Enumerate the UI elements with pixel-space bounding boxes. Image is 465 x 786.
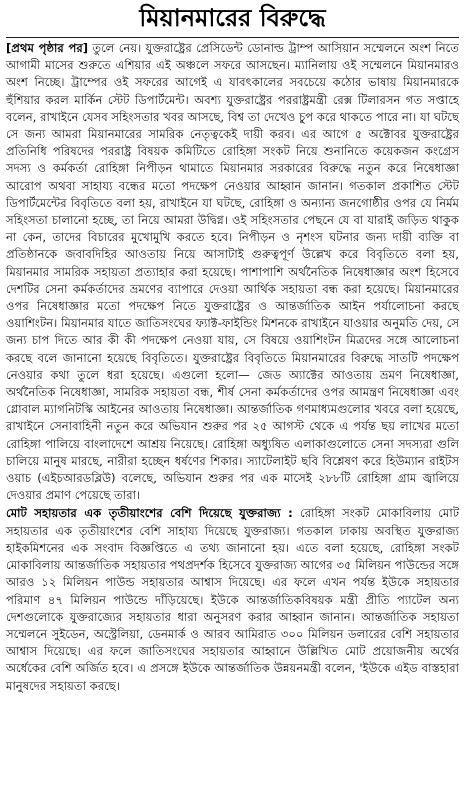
section-subheading: মোট সহায়তার এক তৃতীয়াংশের বেশি দিয়েছে যুক্তরাজ্য : bbox=[6, 506, 293, 521]
article-paragraph-1 bbox=[6, 40, 459, 504]
paragraph-1-text: তুলে নেয়। যুক্তরাষ্ট্রের প্রেসিডেন্ট ডোনাল্ড ট্রাম্প আসিয়ান সম্মেলনে অংশ নিতে আগামী মাসের শুরুতে এশিয়ার এই অঞ্চলে সফরে আসছেন। ম্যানিলায় ওই সম্মেলনে মিয়ানমারও অংশ নিচ্ছে। ট্রাম্পের ওই সফরের আগেই এ যাবৎকালের সবচেয়ে কঠোর ভাষায় মিয়ানমারকে হুঁশিয়ার করল মার্কিন স্টেট ডিপার্টমেন্ট। অবশ্য যুক্তরাষ্ট্রের পররাষ্ট্রমন্ত্রী রেক্স টিলারসন গত সপ্তাহে বলেন, রাখাইনে যেসব সহিংসতার খবর আসছে, বিশ্ব তা দেখেও চুপ করে থাকতে পারে না। যা ঘটছে সে জন্য আমরা মিয়ানমারের সামরিক নেতৃত্বকেই দায়ী করব। এর আগে ৫ অক্টোবর যুক্তরাষ্ট্রের প্রতিনিধি পরিষদের পররাষ্ট্র বিষয়ক কমিটিতে রোহিঙ্গা সংকট নিয়ে শুনানিতে কয়েকজন কংগ্রেস সদস্য ও কর্মকর্তা রোহিঙ্গা নিপীড়ন থামাতে মিয়ানমার সরকারের বিরুদ্ধে নতুন করে নিষেধাজ্ঞা আরোপ অথবা সাহায্য বন্ধের মতো পদক্ষেপ নেওয়ার আহ্বান জানান। গতকাল প্রকাশিত স্টেট ডিপার্টমেন্টের বিবৃতিতে বলা হয়, রাখাইনে যা ঘটছে, রোহিঙ্গা ও অন্যান্য জনগোষ্ঠীর ওপর যে নির্মম সহিংসতা চালানো হচ্ছে, তা নিয়ে আমরা উদ্বিগ্ন। ওই সহিংসতার পেছনে যে বা যারাই জড়িত থাকুক না কেন, তাদের বিচারের মুখোমুখি করতে হবে। নিপীড়ন ও নৃশংস ঘটনার জন্য দায়ী ব্যক্তি বা প্রতিষ্ঠানকে জবাবদিহির আওতায় নিয়ে আসাটাই গুরুত্বপূর্ণ উল্লেখ করে বিবৃতিতে বলা হয়, মিয়ানমার সামরিক সহায়তা প্রত্যাহার করা হয়েছে। পাশাপাশি অর্থনৈতিক নিষেধাজ্ঞার অংশ হিসেবে দেশটির সেনা কর্মকর্তাদের ভ্রমণের ব্যাপারে দেওয়া আর্থিক সহায়তা বন্ধ করা হয়েছে। মিয়ানমারের ওপর নিষেধাজ্ঞার মতো পদক্ষেপ নিতে যুক্তরাষ্ট্রের ও আন্তর্জাতিক আইন পর্যালোচনা করছে ওয়াশিংটন। মিয়ানমার যাতে জাতিসংঘের ফ্যাক্ট-ফাইন্ডিং মিশনকে রাখাইনে যাওয়ার অনুমতি দেয়, সে জন্য চাপ দিতে আর কী কী পদক্ষেপ নেওয়া যায়, সে বিষয়ে ওয়াশিংটন মিত্রদের সঙ্গে আলোচনা করছে বলে জানানো হয়েছে বিবৃতিতে। যুক্তরাষ্ট্রের বিবৃতিতে মিয়ানমারের বিরুদ্ধে সাতটি পদক্ষেপ নেওয়ার কথা তুলে ধরা হয়েছে। এগুলো হলো— জেড অ্যাক্টের আওতায় ভ্রমণ নিষেধাজ্ঞা, অর্থনৈতিক নিষেধাজ্ঞা, সামরিক সহায়তা বন্ধ, শীর্ষ সেনা কর্মকর্তাদের ওপর আমন্ত্রণ নিষেধাজ্ঞা এবং গ্লোবাল ম্যাগনিটস্কি আইনের আওতায় নিষেধাজ্ঞা। আন্তর্জাতিক গণমাধ্যমগুলোর খবরে বলা হয়েছে, রাখাইনে সেনাবাহিনী নতুন করে অভিযান শুরুর পর ২৫ আগস্ট থেকে এ পর্যন্ত ছয় লাখের মতো রোহিঙ্গা পালিয়ে বাংলাদেশে আশ্রয় নিয়েছে। রোহিঙ্গা অধ্যুষিত এলাকাগুলোতে সেনা সদস্যরা গুলি চালিয়ে মানুষ মারছে, নারীরা হচ্ছেন ধর্ষণের শিকার। স্যাটেলাইট ছবি বিশ্লেষণ করে হিউম্যান রাইটস ওয়াচ (এইচআরডব্লিউ) বলেছে, অভিযান শুরুর পর এক মাসেই ২৮৮টি রোহিঙ্গা গ্রাম জ্বালিয়ে দেওয়ার প্রমাণ পেয়েছে তারা। bbox=[6, 41, 459, 503]
continued-from-front-page-label: [প্রথম পৃষ্ঠার পর] bbox=[6, 41, 89, 55]
headline-divider bbox=[6, 37, 459, 38]
paragraph-2-text: রোহিঙ্গা সংকট মোকাবিলায় মোট সহায়তার এক তৃতীয়াংশের বেশি সাহায্য দিয়েছে যুক্তরাজ্য। গতকাল ঢাকায় অবস্থিত যুক্তরাজ্য হাইকমিশনের এক সংবাদ বিজ্ঞপ্তিতে এ তথ্য জানানো হয়। এতে বলা হয়েছে, রোহিঙ্গা সংকট মোকাবিলায় আন্তর্জাতিক সহায়তার পথপ্রদর্শক হিসেবে যুক্তরাজ্য আগের ৩৫ মিলিয়ন পাউন্ডের সঙ্গে আরও ১২ মিলিয়ন পাউন্ড সহায়তার আশ্বাস দিয়েছে। এর ফলে এখন পর্যন্ত ইউকে সহায়তার পরিমাণ ৪৭ মিলিয়ন পাউন্ডে দাঁড়িয়েছে। ইউকে আন্তর্জাতিকবিষয়ক মন্ত্রী প্রীতি প্যাটেল অন্য দেশগুলোকে যুক্তরাজ্যের সহায়তার ধারা অনুসরণ করার আহ্বান জানান। আন্তর্জাতিক সহায়তা সম্মেলনে সুইডেন, অস্ট্রেলিয়া, ডেনমার্ক ও আরব আমিরাত ৩০০ মিলিয়ন ডলারের বেশি সহায়তার আশ্বাস দিয়েছে। এর ফলে জাতিসংঘের সহায়তার আহ্বানে উল্লিখিত মোট প্রয়োজনীয় অর্থের অর্ধেকের বেশি অর্জিত হবে। এ প্রসঙ্গে ইউকে আন্তর্জাতিক উন্নয়নমন্ত্রী বলেন, 'ইউকে এইড বাস্তহারা মানুষদের সহায়তা করছে। bbox=[6, 506, 460, 693]
article-paragraph-2 bbox=[6, 505, 459, 694]
article-headline: মিয়ানমারের বিরুদ্ধে bbox=[139, 4, 326, 32]
